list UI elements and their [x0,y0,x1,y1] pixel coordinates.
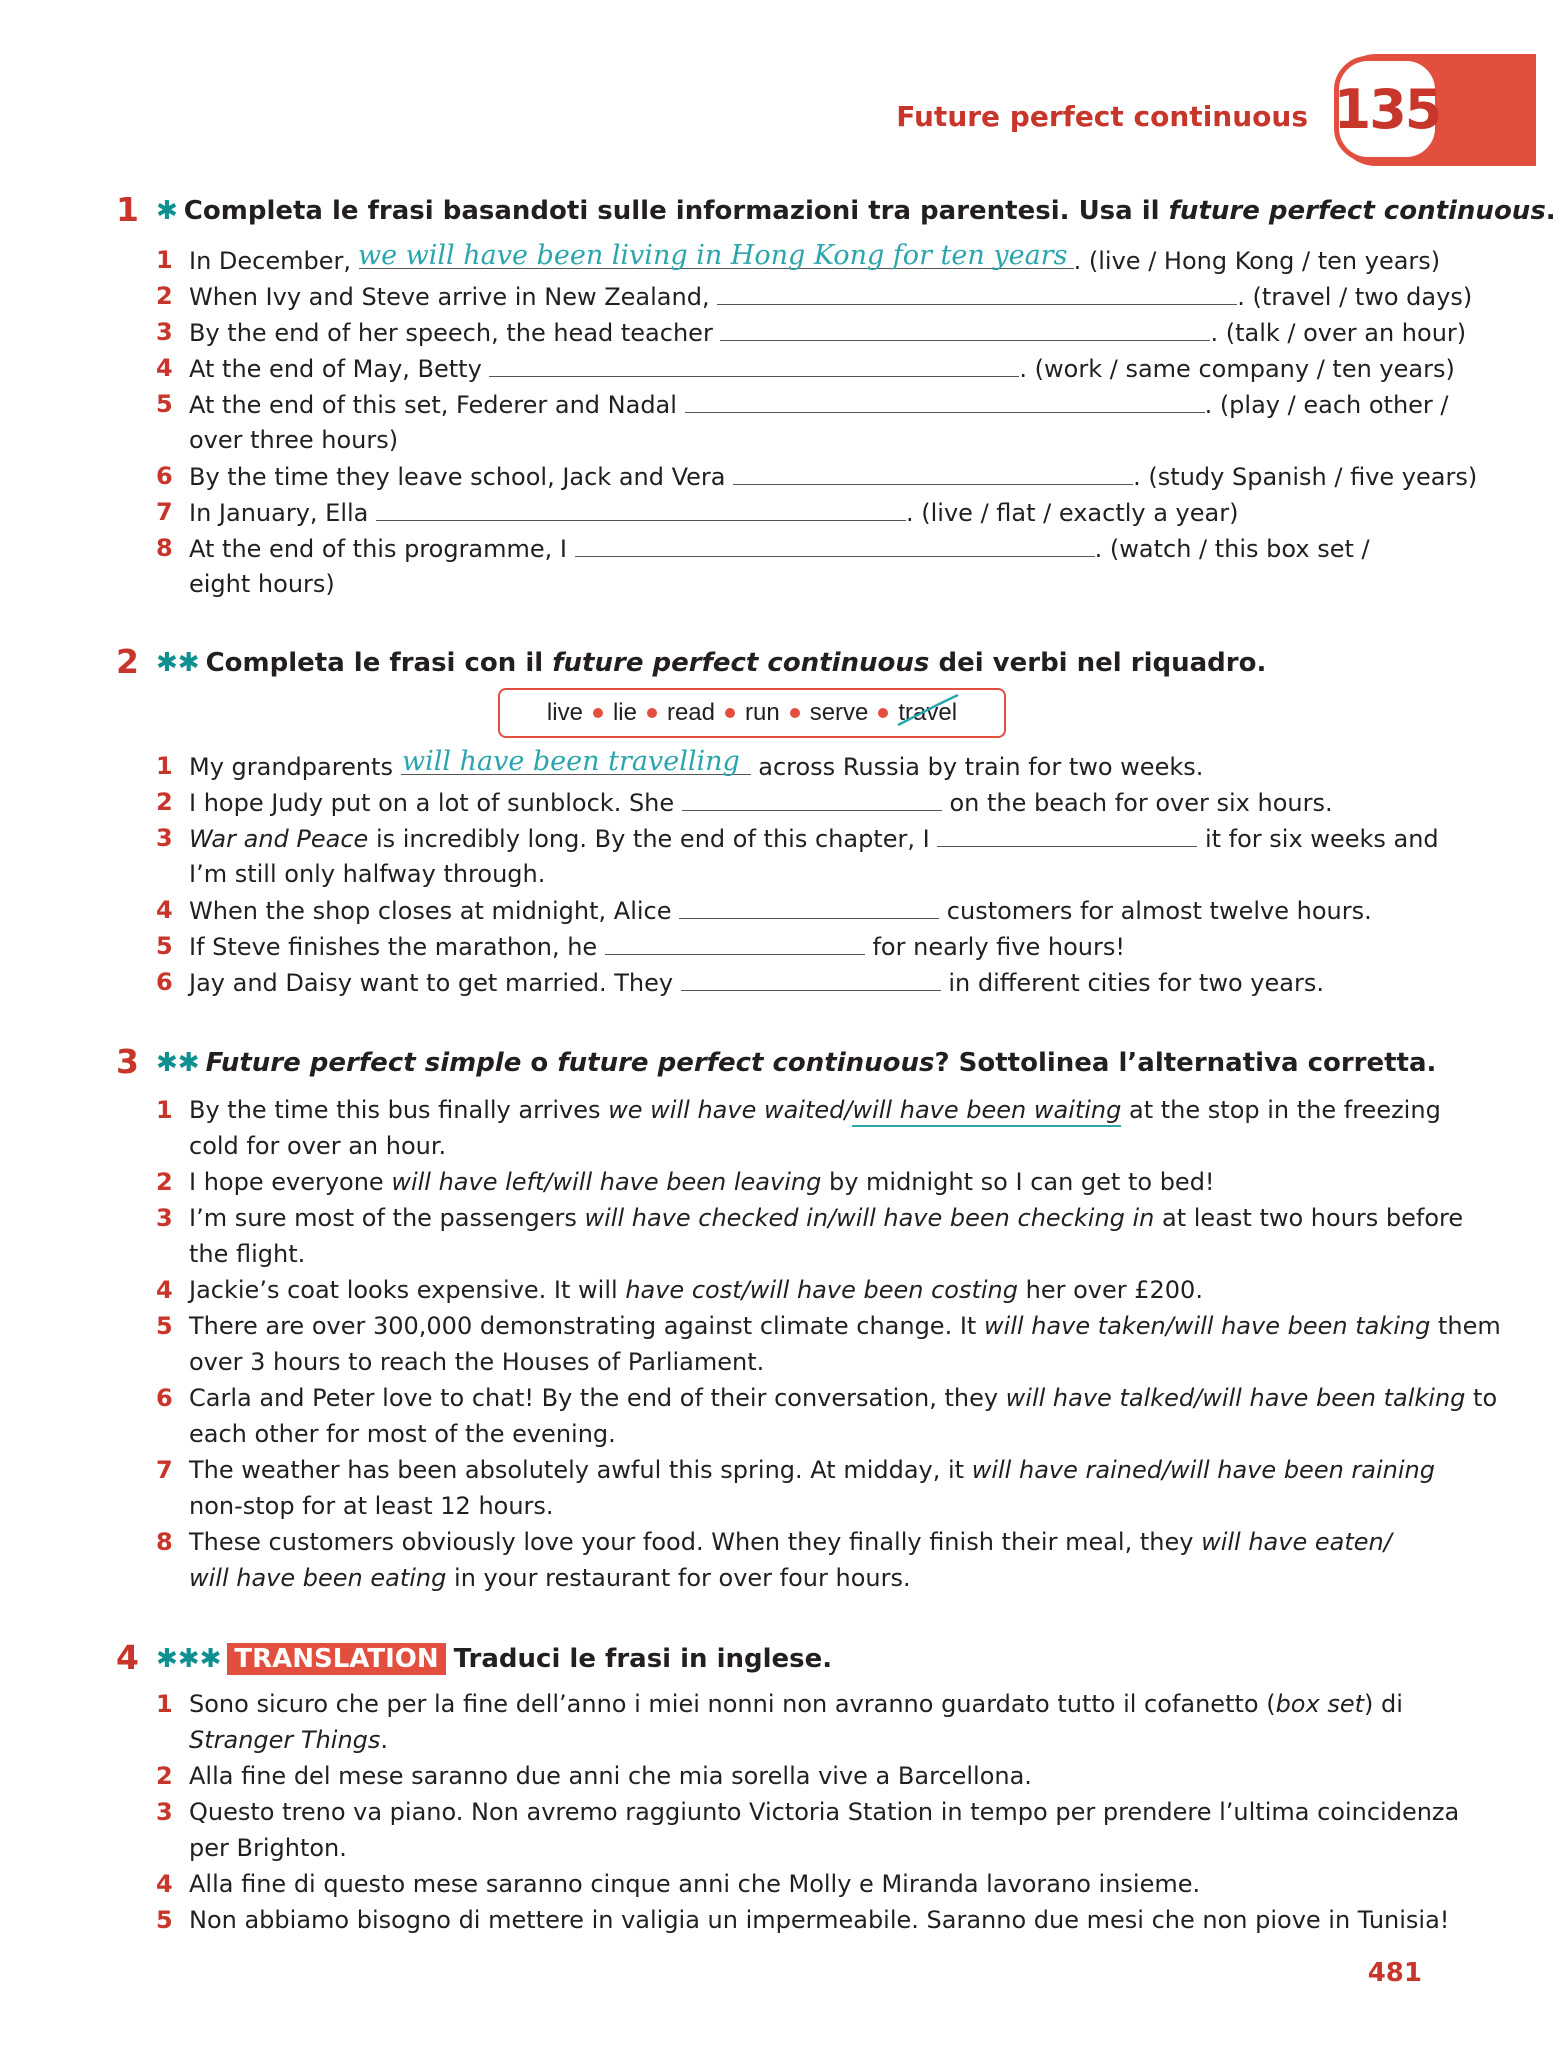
page-header-title: Future perfect continuous [896,100,1308,133]
item-number: 6 [156,462,173,490]
item-number: 5 [156,390,173,418]
list-item: War and Peace is incredibly long. By the end of this chapter, I it for six weeks and [189,825,1439,853]
exercise-4-heading: ✱✱✱ TRANSLATION Traduci le frasi in inglese. [156,1644,833,1674]
item-number: 6 [156,1384,173,1412]
list-item: At the end of this programme, I . (watch / this box set / [189,535,1370,563]
answer-blank[interactable] [717,282,1237,305]
answer-blank[interactable] [685,390,1205,413]
list-item-continuation: I’m still only halfway through. [189,860,546,888]
answer-blank[interactable] [376,498,906,521]
page-number: 481 [1367,1958,1422,1988]
handwritten-answer: will have been travelling [402,746,740,777]
list-item-continuation: over 3 hours to reach the Houses of Parliament. [189,1348,765,1376]
list-item-continuation: the flight. [189,1240,306,1268]
list-item: Sono sicuro che per la fine dell’anno i miei nonni non avranno guardato tutto il cofanetto (box set) di [189,1690,1403,1718]
item-number: 2 [156,282,173,310]
item-number: 3 [156,824,173,852]
difficulty-star-icon: ✱✱ [156,1048,200,1078]
bullet-dot-icon [790,708,800,718]
list-item-continuation: will have been eating in your restaurant for over four hours. [189,1564,911,1592]
list-item: Jay and Daisy want to get married. They in different cities for two years. [189,969,1324,997]
item-number: 3 [156,1798,173,1826]
list-item-continuation: Stranger Things. [189,1726,389,1754]
exercise-3-number: 3 [116,1042,139,1081]
word-chip-crossed: travel [898,699,957,727]
answer-blank[interactable] [605,932,865,955]
list-item: Questo treno va piano. Non avremo raggiunto Victoria Station in tempo per prendere l’ultima coincidenza [189,1798,1460,1826]
item-number: 7 [156,498,173,526]
item-number: 2 [156,1168,173,1196]
underlined-answer: will have been waiting [852,1096,1121,1127]
list-item: I hope Judy put on a lot of sunblock. She on the beach for over six hours. [189,789,1333,817]
item-number: 2 [156,1762,173,1790]
handwritten-answer: we will have been living in Hong Kong for ten years [358,240,1068,271]
answer-blank[interactable] [682,788,942,811]
item-number: 6 [156,968,173,996]
list-item: I hope everyone will have left/will have been leaving by midnight so I can get to bed! [189,1168,1215,1196]
list-item: Jackie’s coat looks expensive. It will have cost/will have been costing her over £200. [189,1276,1203,1304]
item-number: 3 [156,1204,173,1232]
word-chip: run [745,699,780,726]
answer-blank[interactable] [679,896,939,919]
list-item: In December, . (live / Hong Kong / ten years) [189,247,1441,275]
item-number: 1 [156,752,173,780]
list-item-continuation: cold for over an hour. [189,1132,447,1160]
list-item: Non abbiamo bisogno di mettere in valigia un impermeabile. Saranno due mesi che non piove in Tunisia! [189,1906,1450,1934]
list-item-continuation: eight hours) [189,570,335,598]
item-number: 4 [156,1870,173,1898]
item-number: 5 [156,932,173,960]
difficulty-star-icon: ✱✱✱ [156,1644,222,1674]
bullet-dot-icon [878,708,888,718]
item-number: 4 [156,1276,173,1304]
list-item-continuation: over three hours) [189,426,399,454]
list-item: There are over 300,000 demonstrating against climate change. It will have taken/will have been taking them [189,1312,1501,1340]
list-item: When Ivy and Steve arrive in New Zealand, . (travel / two days) [189,283,1473,311]
list-item: My grandparents across Russia by train for two weeks. [189,753,1204,781]
answer-blank[interactable] [733,462,1133,485]
bullet-dot-icon [647,708,657,718]
list-item: The weather has been absolutely awful this spring. At midday, it will have rained/will have been raining [189,1456,1435,1484]
exercise-2-number: 2 [116,642,139,681]
list-item: In January, Ella . (live / flat / exactly a year) [189,499,1239,527]
item-number: 1 [156,1096,173,1124]
list-item: Carla and Peter love to chat! By the end of their conversation, they will have talked/will have been talking to [189,1384,1498,1412]
difficulty-star-icon: ✱✱ [156,648,200,678]
word-chip: read [666,699,715,726]
list-item: By the time this bus finally arrives we will have waited/will have been waiting at the stop in the freezing [189,1096,1441,1124]
answer-blank[interactable] [937,824,1197,847]
answer-blank[interactable] [681,968,941,991]
item-number: 1 [156,1690,173,1718]
list-item: If Steve finishes the marathon, he for nearly five hours! [189,933,1125,961]
item-number: 8 [156,534,173,562]
list-item: These customers obviously love your food. When they finally finish their meal, they will have eaten/ [189,1528,1392,1556]
bullet-dot-icon [725,708,735,718]
exercise-2-heading: ✱✱ Completa le frasi con il future perfect continuous dei verbi nel riquadro. [156,648,1267,678]
item-number: 3 [156,318,173,346]
difficulty-star-icon: ✱ [156,196,178,226]
strike-mark-icon [892,691,962,731]
exercise-1-heading: ✱ Completa le frasi basandoti sulle informazioni tra parentesi. Usa il future perfect continuous. [156,196,1556,226]
list-item: At the end of this set, Federer and Nadal . (play / each other / [189,391,1449,419]
list-item-continuation: each other for most of the evening. [189,1420,616,1448]
word-chip: serve [809,699,869,726]
list-item: By the time they leave school, Jack and Vera . (study Spanish / five years) [189,463,1478,491]
answer-blank[interactable] [720,318,1210,341]
word-box [498,688,1006,738]
list-item-continuation: non-stop for at least 12 hours. [189,1492,554,1520]
list-item: When the shop closes at midnight, Alice customers for almost twelve hours. [189,897,1372,925]
answer-blank[interactable] [489,354,1019,377]
item-number: 4 [156,896,173,924]
item-number: 5 [156,1906,173,1934]
item-number: 1 [156,246,173,274]
translation-tag: TRANSLATION [227,1643,445,1675]
list-item: By the end of her speech, the head teacher . (talk / over an hour) [189,319,1467,347]
list-item: Alla fine del mese saranno due anni che mia sorella vive a Barcellona. [189,1762,1032,1790]
list-item: I’m sure most of the passengers will have checked in/will have been checking in at least two hours before [189,1204,1464,1232]
item-number: 5 [156,1312,173,1340]
word-chip: live [546,699,583,726]
word-chip: lie [612,699,637,726]
item-number: 7 [156,1456,173,1484]
item-number: 8 [156,1528,173,1556]
exercise-1-number: 1 [116,190,139,229]
item-number: 2 [156,788,173,816]
bullet-dot-icon [593,708,603,718]
answer-blank[interactable] [575,534,1095,557]
exercise-3-heading: ✱✱ Future perfect simple o future perfect continuous? Sottolinea l’alternativa corretta. [156,1048,1437,1078]
list-item: At the end of May, Betty . (work / same company / ten years) [189,355,1455,383]
unit-number: 135 [1334,56,1440,162]
list-item-continuation: per Brighton. [189,1834,347,1862]
list-item: Alla fine di questo mese saranno cinque anni che Molly e Miranda lavorano insieme. [189,1870,1201,1898]
exercise-4-number: 4 [116,1638,139,1677]
item-number: 4 [156,354,173,382]
